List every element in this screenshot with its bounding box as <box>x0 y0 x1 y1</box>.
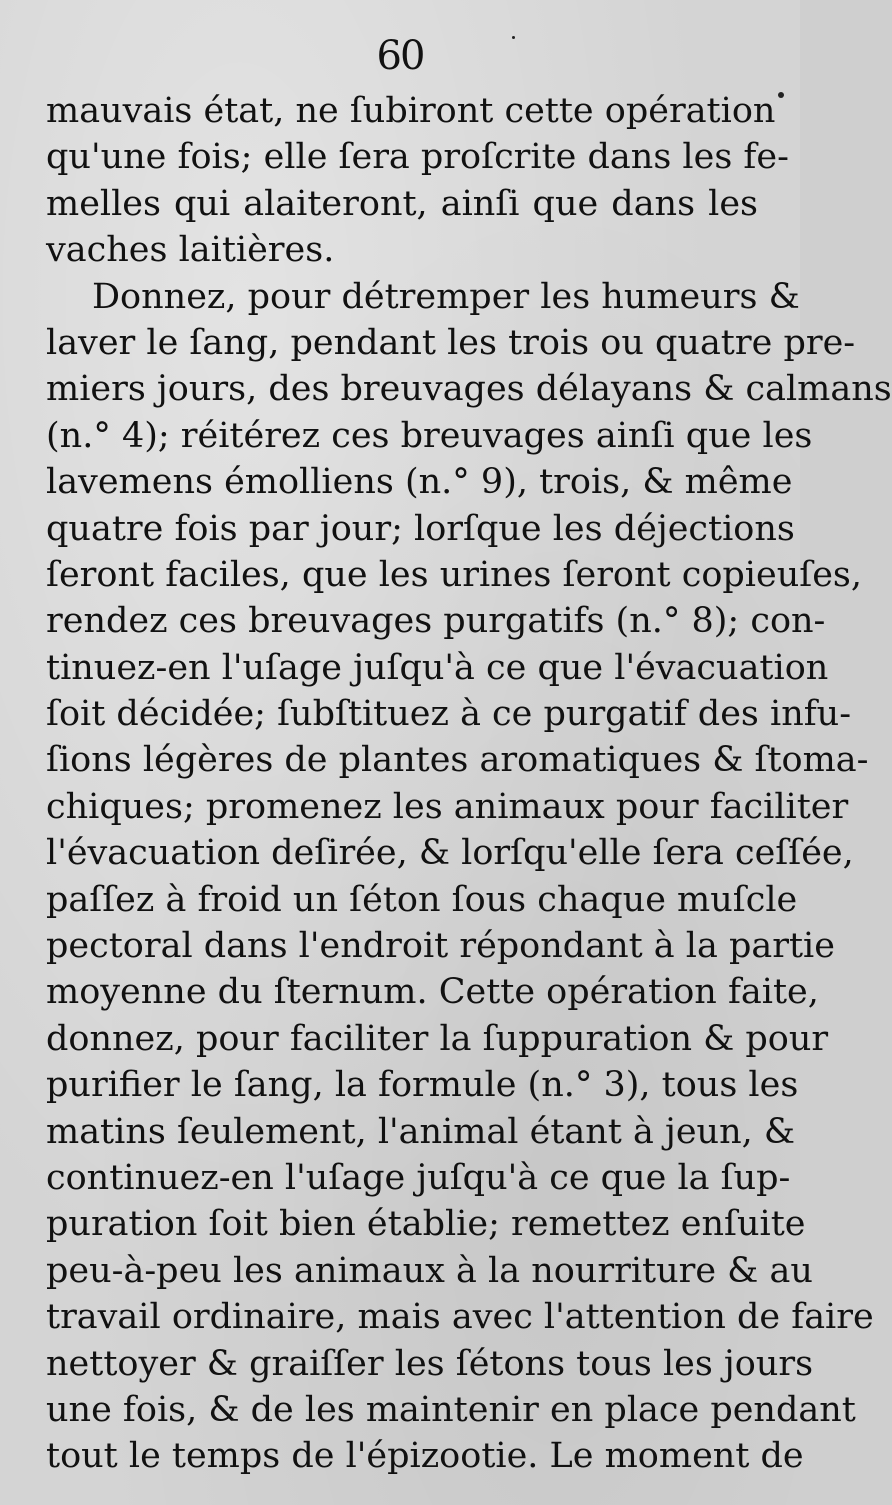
text-line: l'évacuation deſirée, & lorſqu'elle ſera ceſſée, <box>46 833 854 874</box>
text-line: (n.° 4); réitérez ces breuvages ainſi que les <box>46 415 813 456</box>
text-line: nettoyer & graiſſer les ſétons tous les jours <box>46 1343 814 1384</box>
text-line: mauvais état, ne ſubiront cette opération <box>46 91 776 131</box>
text-line: melles qui alaiteront, ainſi que dans les <box>46 183 758 224</box>
text-line: moyenne du ſternum. Cette opération faite, <box>46 972 819 1013</box>
text-line: lavemens émolliens (n.° 9), trois, & même <box>46 462 793 503</box>
text-line: chiques; promenez les animaux pour faciliter <box>46 786 849 827</box>
text-line: continuez-en l'uſage juſqu'à ce que la ſup- <box>46 1157 791 1198</box>
text-line: tinuez-en l'uſage juſqu'à ce que l'évacuation <box>46 647 829 688</box>
text-line: miers jours, des breuvages délayans & calmans <box>46 369 892 410</box>
ink-speck <box>778 92 784 98</box>
text-line: paſſez à froid un ſéton ſous chaque muſcle <box>46 879 798 920</box>
text-line: travail ordinaire, mais avec l'attention de faire <box>46 1297 874 1338</box>
text-line: une fois, & de les maintenir en place pendant <box>46 1389 856 1430</box>
text-line: quatre fois par jour; lorſque les déjections <box>46 508 795 549</box>
text-line: vaches laitières. <box>46 230 335 271</box>
text-line: matins ſeulement, l'animal étant à jeun, & <box>46 1111 796 1152</box>
text-line: rendez ces breuvages purgatifs (n.° 8); con- <box>46 601 826 642</box>
text-line: laver le ſang, pendant les trois ou quatre pre- <box>46 322 856 363</box>
ink-speck <box>512 36 515 39</box>
text-line: ſeront faciles, que les urines ſeront copieuſes, <box>46 554 863 595</box>
text-line: purifier le ſang, la formule (n.° 3), tous les <box>46 1065 799 1106</box>
text-line: tout le temps de l'épizootie. Le moment de <box>46 1436 804 1477</box>
body-text <box>46 88 892 1480</box>
page-number: 60 <box>376 33 424 79</box>
text-line: peu-à-peu les animaux à la nourriture & au <box>46 1250 813 1291</box>
text-line: puration ſoit bien établie; remettez enſuite <box>46 1204 806 1245</box>
text-line: pectoral dans l'endroit répondant à la partie <box>46 926 835 967</box>
text-line: donnez, pour faciliter la ſuppuration & pour <box>46 1018 829 1059</box>
text-line: ſions légères de plantes aromatiques & ſtoma- <box>46 740 869 781</box>
text-line: qu'une fois; elle ſera proſcrite dans les fe- <box>46 137 789 178</box>
text-line: ſoit décidée; ſubſtituez à ce purgatif des infu- <box>46 694 852 735</box>
paragraph-first-line: Donnez, pour détremper les humeurs & <box>92 276 800 317</box>
